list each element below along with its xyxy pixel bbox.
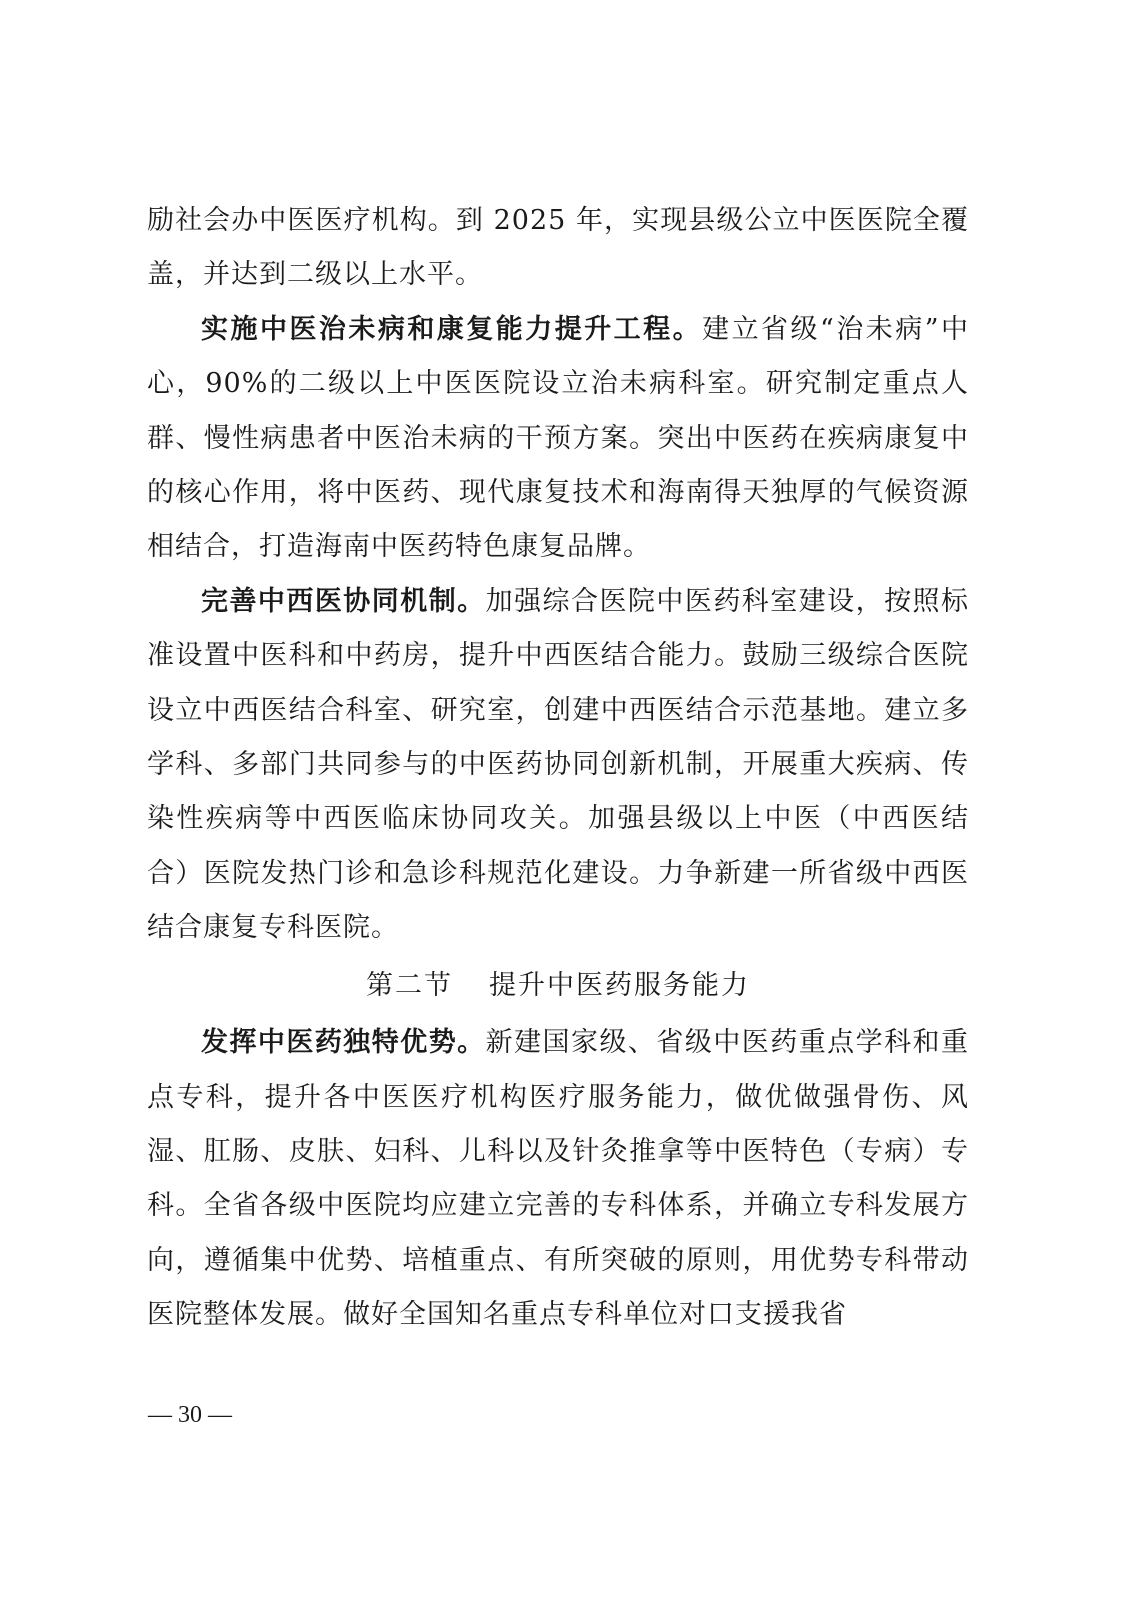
page-number: — 30 — [148, 1402, 232, 1428]
paragraph-text: 建立省级“治未病”中心，90%的二级以上中医医院设立治未病科室。研究制定重点人群、慢性病患者中医治未病的干预方案。突出中医药在疾病康复中的核心作用，将中医药、现代康复技术和海南得天独厚的气候资源相结合，打造海南中医药特色康复品牌。 [147, 313, 970, 563]
body-text [147, 194, 969, 1343]
paragraph-lead: 实施中医治未病和康复能力提升工程。 [201, 313, 703, 345]
section-title: 提升中医药服务能力 [489, 969, 750, 1001]
paragraph-integrated-medicine [147, 575, 969, 956]
section-number: 第二节 [366, 969, 453, 1001]
paragraph-continued [147, 194, 969, 303]
paragraph-tcm-advantages [147, 1016, 969, 1342]
paragraph-lead: 发挥中医药独特优势。 [201, 1027, 486, 1059]
paragraph-prevention-rehab [147, 303, 969, 575]
paragraph-lead: 完善中西医协同机制。 [201, 585, 486, 617]
section-heading [147, 956, 969, 1016]
paragraph-text: 新建国家级、省级中医药重点学科和重点专科，提升各中医医疗机构医疗服务能力，做优做强骨伤、风湿、肛肠、皮肤、妇科、儿科以及针灸推拿等中医特色（专病）专科。全省各级中医院均应建立完善的专科体系，并确立专科发展方向，遵循集中优势、培植重点、有所突破的原则，用优势专科带动医院整体发展。做好全国知名重点专科单位对口支援我省 [147, 1027, 970, 1331]
paragraph-text: 励社会办中医医疗机构。到 2025 年，实现县级公立中医医院全覆盖，并达到二级以上水平。 [147, 205, 969, 291]
paragraph-text: 加强综合医院中医药科室建设，按照标准设置中医科和中药房，提升中西医结合能力。鼓励三级综合医院设立中西医结合科室、研究室，创建中西医结合示范基地。建立多学科、多部门共同参与的中医药协同创新机制，开展重大疾病、传染性疾病等中西医临床协同攻关。加强县级以上中医（中西医结合）医院发热门诊和急诊科规范化建设。力争新建一所省级中西医结合康复专科医院。 [147, 585, 970, 944]
